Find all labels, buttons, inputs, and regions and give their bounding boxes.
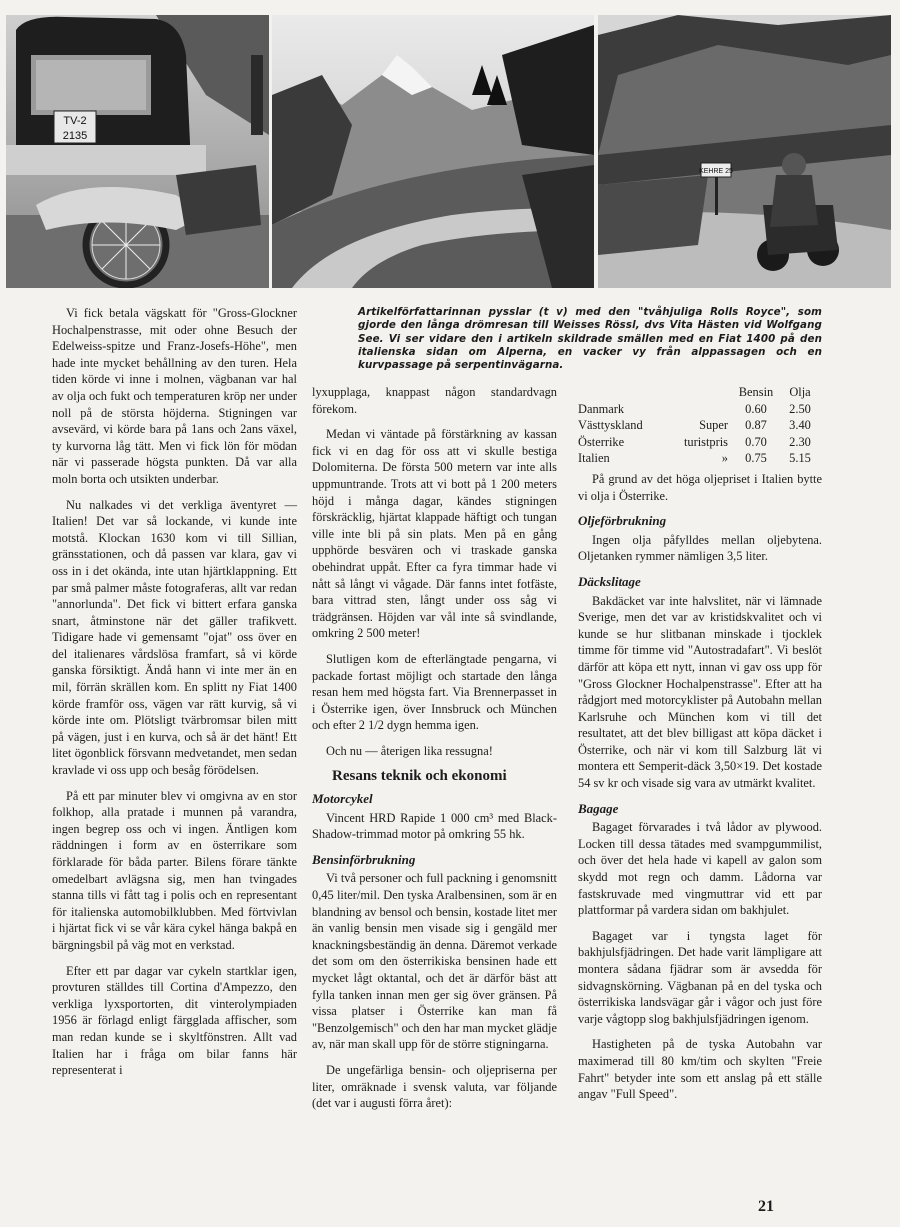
column-header: Olja xyxy=(789,385,811,399)
paragraph: Och nu — återigen lika ressugna! xyxy=(326,743,493,758)
article-column-2 xyxy=(312,384,557,1121)
paragraph: Hastigheten på de tyska Autobahn var maximerad till 80 km/tim och skylten "Freie Fahrt" betyder inte som ett anslag på ett ställe angav "Full Speed". xyxy=(578,1037,822,1102)
olja-cell: 5.15 xyxy=(789,451,811,466)
table-row xyxy=(578,450,822,467)
paragraph: Bagaget förvarades i två lådor av plywood. Locken till dessa tätades med svampgummilist, och över det hela hade vi kapell av galon som skydd mot regn och damm. Lådorna var fastskruvade med vingmuttrar vid ett par plattformar på vardera sidan om bakhjulet. xyxy=(578,820,822,918)
paragraph: På grund av det höga oljepriset i Italien bytte vi olja i Österrike. xyxy=(578,471,822,503)
paragraph: Efter ett par dagar var cykeln startklar igen, provturen ställdes till Cortina d'Ampezzo, den verkliga lyxsportorten, dit vinterolympiaden 1956 är förlagd enligt färgglada affischer, som man redan kunde se i skyltfönstren. Allt vad Italien har i fråga om bilar fanns här representerat i xyxy=(52,963,297,1078)
paragraph: lyxupplaga, knappast någon standardvagn förekom. xyxy=(312,385,557,416)
paragraph: Vi två personer och full packning i genomsnitt 0,45 liter/mil. Den tyska Aralbensinen, som är en blandning av bensol och bensin, kostade litet mer än vanlig bensin men visade sig i gengäld mer knackningsbeständig än denna. Däremot verkade det som om den österrikiska bensinen hade ett mycket lågt oktantal, och det är därför bäst att fylla tanken innan men ger sig över gränsen. På vissa platser i Österrike kan man få "Benzolgemisch" och den har man mycket glädje av, när man skall upp för de större stigningarna. xyxy=(312,871,558,1052)
subheading-dack: Däckslitage xyxy=(578,573,641,589)
section-title: Resans teknik och ekonomi xyxy=(332,768,507,785)
paragraph: Medan vi väntade på förstärkning av kassan fick vi en dag för oss att vi skulle bestiga Dolomiterna. De första 500 metern var inte alls uppmuntrande. Trots att vi bott på 1 200 meters höjd i många dagar, kändes stigningen förskräcklig, hjärtat klappade häftigt och tungan ville inte bli på sin plats. Men på en gång upphörde besvären och vi traskade ganska obehindrat uppåt. Efter ca fyra timmar hade vi nått så långt vi vågade. Där fanns intet fotfäste, bara vittrad sten, långt under oss såg vi trädgränsen. Höjden var vål inte så svindlande, omkring 2 500 meter! xyxy=(312,427,557,641)
license-plate-line1: TV-2 xyxy=(63,115,87,127)
subheading-bensin: Bensinförbrukning xyxy=(312,851,416,867)
subheading-olje: Oljeförbrukning xyxy=(578,513,667,529)
paragraph: Nu nalkades vi det verkliga äventyret — Italien! Det var så lockande, vi kunde inte motstå. Klockan 1630 kom vi till Sillian, gränsstationen, och då passen var klara, gav vi oss in i det okända, inte utan hjärtklappning. Ett par små palmer måste fotograferas, allt var redan "annorlunda". Det fick vi bittert erfara ganska snart, åtminstone när det gäller trafikvett. Tidigare hade vi gemensamt "ojat" oss över en del italienares vårdslösa framfart, så vi körde ganska försiktigt. Ändå hann vi inte mer än en mil, förrän skrällen kom. En splitt ny Fiat 1400 körde framför oss, vägen var rätt kurvig, så vi körde inte om. Plötsligt tvärbromsar bilen mitt på vägen, just i en kurva, och så är det hänt! Ett litet ögonblick försvann medvetandet, men sedan kravlade vi oss upp och besåg förödelsen. xyxy=(52,497,297,778)
bensin-cell: 0.87 xyxy=(745,418,767,433)
alpine-road-photo xyxy=(272,15,594,288)
tier-cell: » xyxy=(721,451,728,466)
country-cell: Österrike xyxy=(578,434,625,449)
license-plate-line2: 2135 xyxy=(62,130,88,142)
bensin-cell: 0.60 xyxy=(745,401,767,416)
price-table xyxy=(578,384,822,467)
bensin-cell: 0.70 xyxy=(745,434,767,449)
paragraph: Ingen olja påfylldes mellan oljebytena. Oljetanken rymmer nämligen 3,5 liter. xyxy=(578,532,822,564)
table-row xyxy=(578,417,822,434)
column-header: Bensin xyxy=(738,385,774,399)
paragraph: Vincent HRD Rapide 1 000 cm³ med Black-Shadow-trimmad motor på omkring 55 hk. xyxy=(312,810,557,842)
photo-caption: Artikelförfattarinnan pysslar (t v) med den "tvåhjuliga Rolls Royce", som gjorde den långa drömresan till Weisses Rössl, dvs Vita Hästen vid Wolfgang See. Vi ser vidare den i artikeln skildrade smällen med en Fiat 1400 på den italienska sidan om Alperna, en vacker vy från alppassagen och en kurvpassage på serpentinvägarna. xyxy=(358,306,822,372)
bensin-cell: 0.75 xyxy=(745,451,767,466)
paragraph: Vi fick betala vägskatt för "Gross-Glockner Hochalpenstrasse, mit oder ohne Besuch der Edelweiss-spitze und Franz-Josefs-Höhe", men hade inte mycket behållning av den turen. Hela tiden körde vi inne i molnen, vägbanan var hal av olja och fukt och temperaturen kröp ner under noll på de största höjderna. Stigningen var avsevärd, vi körde bara på 1ans och 2ans växel, ty kurvorna låg tätt. Men vi fick lön för mödan när vi passerade högsta punkten. Då var alla moln borta och utsikten underbar. xyxy=(52,306,297,486)
article-column-3 xyxy=(578,384,822,1112)
country-cell: Västtyskland xyxy=(578,418,643,433)
olja-cell: 3.40 xyxy=(789,418,811,433)
paragraph: Slutligen kom de efterlängtade pengarna, vi packade fortast möjligt och startade den långa resan hem med högsta fart. Via Brennerpasset in i Österrike igen, över Innsbruck och München och efter 2 1/2 dygn hemma igen. xyxy=(312,651,557,733)
car-wreck-photo xyxy=(6,15,269,288)
paragraph: På ett par minuter blev vi omgivna av en stor folkhop, alla pratade i munnen på varandra, ingen begrep oss och vi ingen. Äntligen kom räddningen i form av en österrikare som förklarade för båda parter. Bilens förare tänkte omedelbart avlägsna sig, men han tvingades stanna tills vi fått tag i polis och en representant för italienska automobilklubben. Med förtvivlan i hjärtat fick vi se vår kära cykel hänga bakpå en bärgningsbil på väg mot en verkstad. xyxy=(52,788,297,952)
tier-cell: turistpris xyxy=(683,434,728,449)
country-cell: Danmark xyxy=(578,401,625,416)
article-column-1 xyxy=(52,305,297,1088)
subheading-motorcykel: Motorcykel xyxy=(312,791,373,807)
paragraph: De ungefärliga bensin- och oljepriserna per liter, omräknade i svensk valuta, var följande (det var i augusti förra året): xyxy=(312,1062,557,1111)
country-cell: Italien xyxy=(578,451,610,466)
olja-cell: 2.50 xyxy=(789,401,811,416)
paragraph: Bakdäcket var inte halvslitet, när vi lämnade Sverige, men det var av kristidskvalitet och vi kunde se hur slitbanan minskade i tjocklek timme för timme vid "Autostradafart". Vi beslöt därför att köpa ett nytt, innan vi gav oss upp för "Gross Glockner Hochalpenstrasse". Efter att ha rådgjort med motorcyklister på Autobahn mellan Karlsruhe och München kom vi till det resultatet, att det blev billigast att köpa däcket i Österrike, och när vi kom till Salzburg lät vi montera ett Semperit-däck 3,50×19. Det kostade 54 sv kr och visade sig vara av utmärkt kvalitet. xyxy=(578,593,822,791)
motorcycle-pass-photo xyxy=(598,15,891,288)
road-sign-text: KEHRE 25 xyxy=(699,168,733,175)
price-table-header xyxy=(578,384,822,401)
tier-cell xyxy=(666,401,734,418)
page-number: 21 xyxy=(758,1198,774,1215)
tier-cell: Super xyxy=(699,418,728,433)
table-row xyxy=(578,401,822,418)
table-row xyxy=(578,434,822,451)
paragraph: Bagaget var i tyngsta laget för bakhjulsfjädringen. Det hade varit lämpligare att montera sådana fjädrar som är avsedda för sidvagnskörning. Vägbanan på en del tyska och österrikiska landsvägar går i vågor och just före varje vågtopp slog bakhjulsfjädringen igenom. xyxy=(578,928,822,1026)
olja-cell: 2.30 xyxy=(789,434,811,449)
subheading-bagage: Bagage xyxy=(578,800,619,816)
